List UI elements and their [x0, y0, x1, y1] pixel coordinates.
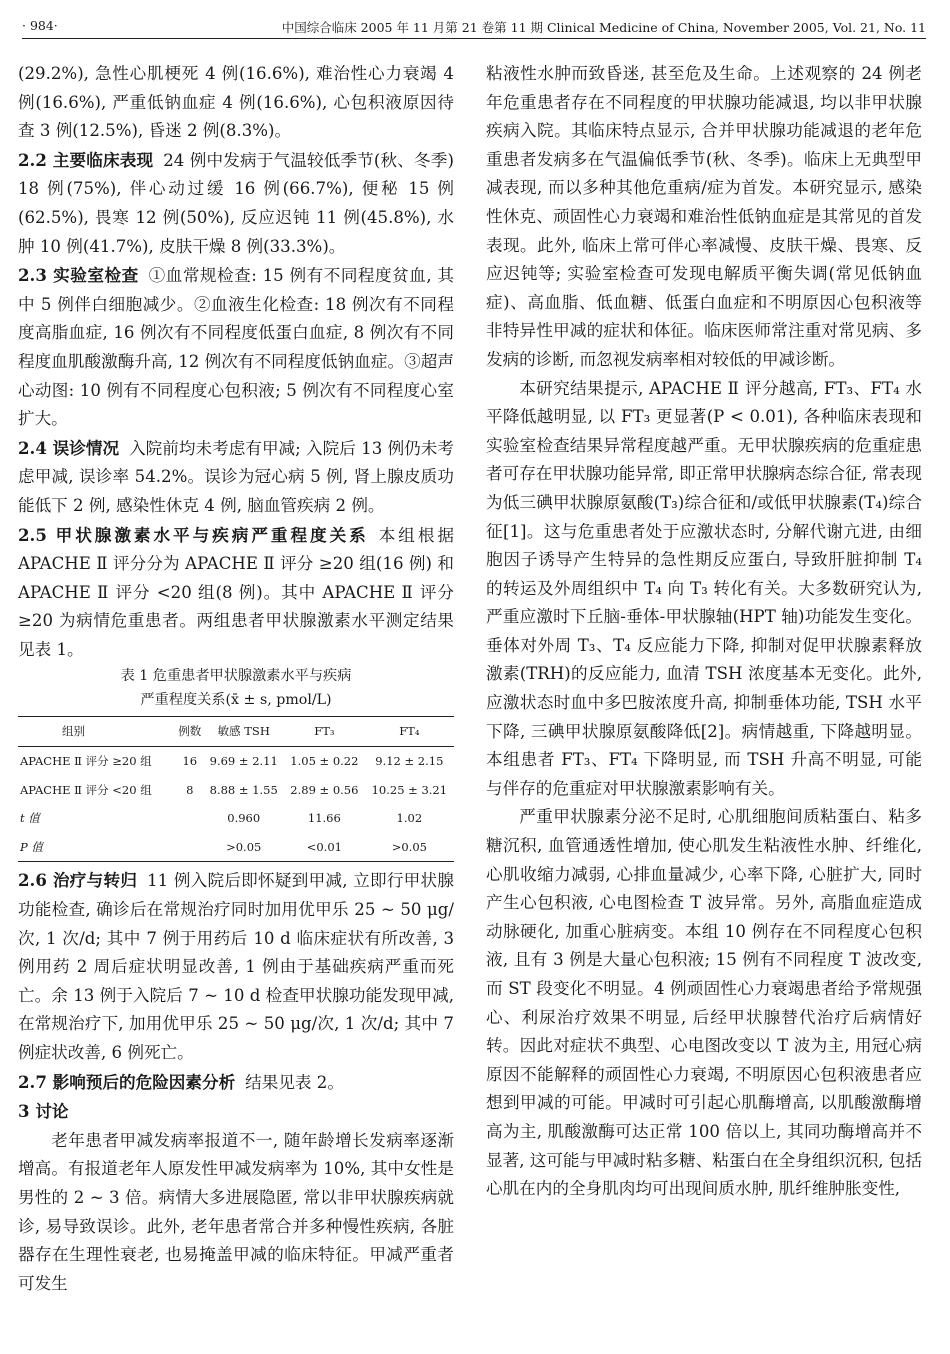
- column-header: 例数: [178, 724, 202, 739]
- table-1: [18, 716, 454, 862]
- table-cell: 2.89 ± 0.56: [290, 782, 359, 797]
- table-header-row: [18, 717, 454, 747]
- table-title: 表 1 危重患者甲状腺激素水平与疾病: [120, 668, 352, 685]
- section-2-5: [18, 521, 454, 665]
- section-2-4: [18, 434, 454, 521]
- section-heading: 2.3 实验室检查: [18, 265, 139, 286]
- table-cell: 0.960: [227, 811, 261, 826]
- table-cell: [176, 833, 203, 862]
- left-column: [18, 60, 454, 1298]
- discussion-paragraph: 严重甲状腺素分泌不足时, 心肌细胞间质粘蛋白、粘多糖沉积, 血管通透性增加, 使心肌发生粘液性水肿、纤维化, 心肌收缩力减弱, 心排血量减少, 心率下降, 心脏扩大, 同时产生心包积液, 心电图检查 T 波异常。另外, 高脂血症造成动脉硬化, 加重心脏病变。本组 10 例存在不同程度心包积液, 且有 3 例是大量心包积液; 15 例有不同程度 T 波改变, 而 ST 段变化不明显。4 例顽固性心力衰竭患者给予常规强心、利尿治疗效果不明显, 后经甲状腺替代治疗后病情好转。因此对症状不典型、心电图改变以 T 波为主, 用冠心病原因不能解释的顽固性心力衰竭, 不明原因心包积液患者应想到甲减的可能。甲减时可引起心肌酶增高, 以肌酸激酶增高为主, 肌酸激酶可达正常 100 倍以上, 其同功酶增高并不显著, 这可能与甲减时粘多糖、粘蛋白在全身组织沉积, 包括心肌在内的全身肌肉均可出现间质水肿, 肌纤维肿胀变性,: [486, 807, 922, 1199]
- table-cell: 1.02: [396, 811, 423, 826]
- section-heading: 2.2 主要临床表现: [18, 149, 154, 170]
- section-2-7: [18, 1068, 454, 1098]
- table-cell: P 值: [20, 839, 43, 854]
- table-cell: 11.66: [307, 811, 341, 826]
- section-body: 24 例中发病于气温较低季节(秋、冬季) 18 例(75%), 伴心动过缓 16 例(66.7%), 便秘 15 例(62.5%), 畏寒 12 例(50%), 反应迟钝 11 例(45.8%), 水肿 10 例(41.7%), 皮肤干燥 8 例(33.3%)。: [18, 150, 454, 256]
- right-column: [486, 60, 922, 1204]
- table-cell: 9.69 ± 2.11: [209, 754, 278, 769]
- section-3-heading: [18, 1097, 454, 1127]
- column-header: FT₄: [399, 724, 420, 739]
- section-heading: 2.6 治疗与转归: [18, 870, 138, 891]
- paragraph-continued: 粘液性水肿而致昏迷, 甚至危及生命。上述观察的 24 例老年危重患者存在不同程度的甲状腺功能减退, 均以非甲状腺疾病入院。其临床特点显示, 合并甲状腺功能减退的老年危重患者发病多在气温偏低季节(秋、冬季)。临床上无典型甲减表现, 而以多种其他危重病/症为首发。本研究显示, 感染性休克、顽固性心力衰竭和难治性低钠血症是其常见的首发表现。此外, 临床上常可伴心率减慢、皮肤干燥、畏寒、反应迟钝等; 实验室检查可发现电解质平衡失调(常见低钠血症)、高血脂、低血糖、低蛋白血症和不明原因心包积液等非特异性甲减的症状和体征。临床医师常注重对常见病、多发病的诊断, 而忽视发病率相对较低的甲减诊断。: [486, 64, 922, 369]
- table-row: [18, 747, 454, 776]
- column-header: 敏感 TSH: [217, 724, 270, 739]
- section-heading: 2.5 甲状腺激素水平与疾病严重程度关系: [18, 524, 369, 545]
- column-header: FT₃: [314, 724, 335, 739]
- section-body: 结果见表 2。: [245, 1072, 344, 1092]
- table-cell: 1.05 ± 0.22: [290, 754, 359, 769]
- table-cell: APACHE Ⅱ 评分 ≥20 组: [20, 754, 152, 769]
- discussion-paragraph: 本研究结果提示, APACHE Ⅱ 评分越高, FT₃、FT₄ 水平降低越明显, 以 FT₃ 更显著(P < 0.01), 各种临床表现和实验室检查结果异常程度越严重。无甲状腺疾病的危重症患者可存在甲状腺功能异常, 即正常甲状腺病态综合征, 常表现为低三碘甲状腺原氨酸(T₃)综合征和/或低甲状腺素(T₄)综合征[1]。这与危重患者处于应激状态时, 分解代谢亢进, 由细胞因子诱导产生特异的急性期反应蛋白, 导致肝脏抑制 T₄ 的转运及外周组织中 T₄ 向 T₃ 转化有关。大多数研究认为, 严重应激时下丘脑-垂体-甲状腺轴(HPT 轴)功能发生变化。垂体对外周 T₃、T₄ 反应能力下降, 抑制对促甲状腺素释放激素(TRH)的反应能力, 血清 TSH 浓度基本无变化。此外, 应激状态时血中多巴胺浓度升高, 抑制垂体功能, TSH 水平下降, 三碘甲状腺原氨酸降低[2]。病情越重, 下降越明显。本组患者 FT₃、FT₄ 下降明显, 而 TSH 升高不明显, 可能与伴存的危重症对甲状腺激素影响有关。: [486, 378, 922, 798]
- table-row: [18, 776, 454, 805]
- page-number: · 984·: [22, 18, 58, 33]
- table-cell: >0.05: [226, 839, 262, 854]
- column-header: 组别: [62, 724, 85, 739]
- table-cell: 9.12 ± 2.15: [375, 754, 444, 769]
- section-body: 入院前均未考虑有甲减; 入院后 13 例仍未考虑甲减, 误诊率 54.2%。误诊为冠心病 5 例, 肾上腺皮质功能低下 2 例, 感染性休克 4 例, 脑血管疾病 2 例。: [18, 438, 454, 515]
- table-cell: >0.05: [391, 839, 427, 854]
- section-body: ①血常规检查: 15 例有不同程度贫血, 其中 5 例伴白细胞减少。②血液生化检查: 18 例次有不同程度高脂血症, 16 例次有不同程度低蛋白血症, 8 例次有不同程度血肌酸激酶升高, 12 例次有不同程度低钠血症。③超声心动图: 10 例有不同程度心包积液; 5 例次有不同程度心室扩大。: [18, 266, 454, 429]
- section-2-6: [18, 866, 454, 1067]
- section-body: 11 例入院后即怀疑到甲减, 立即行甲状腺功能检查, 确诊后在常规治疗同时加用优甲乐 25 ~ 50 μg/次, 1 次/d; 其中 7 例于用药后 10 d 临床症状有所改善, 3 例用药 2 周后症状明显改善, 1 例由于基础疾病严重而死亡。余 13 例于入院后 7 ~ 10 d 检查甲状腺功能发现甲减, 在常规治疗下, 加用优甲乐 25 ~ 50 μg/次, 1 次/d; 其中 7 例症状改善, 6 例死亡。: [18, 871, 454, 1062]
- discussion-paragraph: 老年患者甲减发病率报道不一, 随年龄增长发病率逐渐增高。有报道老年人原发性甲减发病率为 10%, 其中女性是男性的 2 ~ 3 倍。病情大多进展隐匿, 常以非甲状腺疾病就诊, 易导致误诊。此外, 老年患者常合并多种慢性疾病, 各脏器存在生理性衰老, 也易掩盖甲减的临床特征。甲减严重者可发生: [18, 1130, 454, 1293]
- table-subtitle: 严重程度关系(x̄ ± s, pmol/L): [140, 692, 332, 709]
- section-2-3: [18, 261, 454, 434]
- table-cell: <0.01: [306, 839, 342, 854]
- journal-citation: 中国综合临床 2005 年 11 月第 21 卷第 11 期 Clinical Medicine of China, November 2005, Vol. 21, No. 11: [281, 20, 926, 35]
- table-cell: t 值: [20, 811, 40, 826]
- section-body: 本组根据 APACHE Ⅱ 评分分为 APACHE Ⅱ 评分 ≥20 组(16 例) 和 APACHE Ⅱ 评分 <20 组(8 例)。其中 APACHE Ⅱ 评分 ≥20 为病情危重患者。两组患者甲状腺激素水平测定结果见表 1。: [18, 525, 454, 659]
- table-cell: 10.25 ± 3.21: [371, 782, 448, 797]
- section-heading: 2.4 误诊情况: [18, 437, 120, 458]
- section-heading: 2.7 影响预后的危险因素分析: [18, 1071, 236, 1092]
- table-row: [18, 833, 454, 862]
- table-cell: 8: [186, 782, 194, 797]
- table-cell: [176, 804, 203, 833]
- table-row: [18, 804, 454, 833]
- paragraph-continued: (29.2%), 急性心肌梗死 4 例(16.6%), 难治性心力衰竭 4 例(16.6%), 严重低钠血症 4 例(16.6%), 心包积液原因待查 3 例(12.5%), 昏迷 2 例(8.3%)。: [18, 64, 454, 141]
- section-2-2: [18, 146, 454, 261]
- table-cell: 16: [182, 754, 198, 769]
- section-heading: 3 讨论: [18, 1101, 69, 1122]
- running-header: [22, 14, 926, 39]
- table-caption: [18, 664, 454, 712]
- table-cell: 8.88 ± 1.55: [209, 782, 278, 797]
- table-cell: APACHE Ⅱ 评分 <20 组: [20, 782, 152, 797]
